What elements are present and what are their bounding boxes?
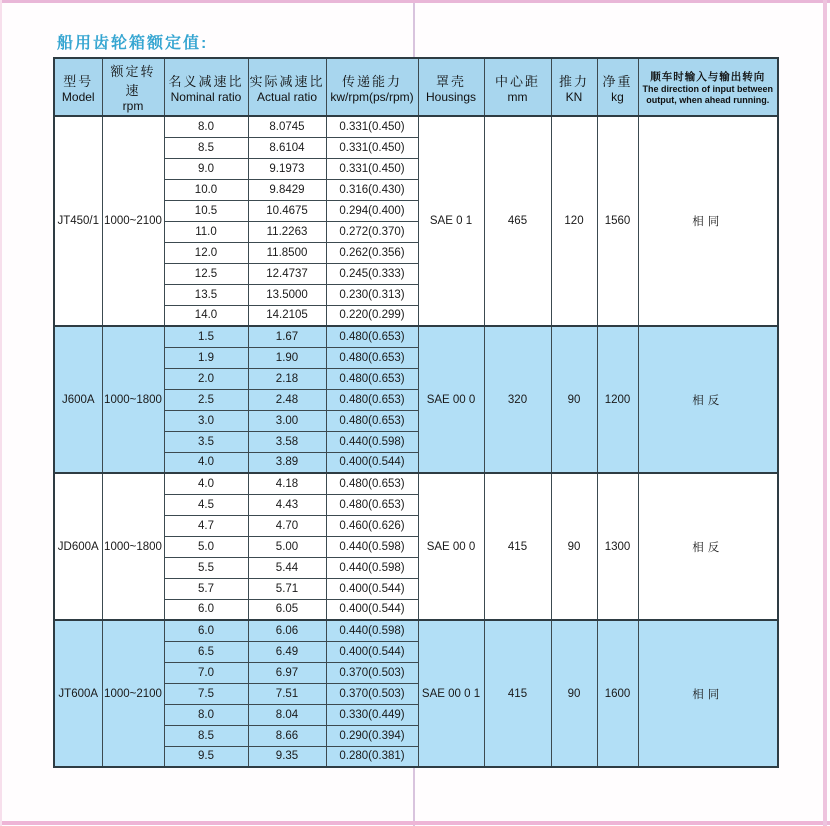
actual-ratio-cell: 4.43 [248,494,326,515]
page-title: 船用齿轮箱额定值: [57,35,209,52]
capacity-cell: 0.330(0.449) [326,704,418,725]
actual-ratio-cell: 9.35 [248,746,326,767]
nominal-ratio-cell: 12.0 [164,242,248,263]
nominal-ratio-cell: 10.5 [164,200,248,221]
capacity-cell: 0.331(0.450) [326,137,418,158]
direction-cell: 相同 [638,116,778,326]
header-cell-weight [597,58,638,116]
model-cell: JD600A [54,473,102,620]
actual-ratio-cell: 5.44 [248,557,326,578]
actual-ratio-cell: 9.1973 [248,158,326,179]
header-cell-direction [638,58,778,116]
capacity-cell: 0.440(0.598) [326,431,418,452]
direction-cell: 相反 [638,473,778,620]
capacity-cell: 0.480(0.653) [326,326,418,347]
header-label-zh: 推力 [558,73,589,89]
actual-ratio-cell: 5.00 [248,536,326,557]
header-cell-rpm [102,58,164,116]
thrust-cell: 120 [551,116,597,326]
nominal-ratio-cell: 11.0 [164,221,248,242]
capacity-cell: 0.370(0.503) [326,662,418,683]
header-label-en: Actual ratio [256,89,318,104]
capacity-cell: 0.480(0.653) [326,410,418,431]
nominal-ratio-cell: 3.0 [164,410,248,431]
nominal-ratio-cell: 5.5 [164,557,248,578]
capacity-cell: 0.480(0.653) [326,368,418,389]
nominal-ratio-cell: 13.5 [164,284,248,305]
thrust-cell: 90 [551,473,597,620]
capacity-cell: 0.480(0.653) [326,473,418,494]
nominal-ratio-cell: 8.0 [164,704,248,725]
header-label-zh: 罩壳 [435,73,466,89]
capacity-cell: 0.480(0.653) [326,347,418,368]
actual-ratio-cell: 6.05 [248,599,326,620]
center-distance-cell: 415 [484,473,551,620]
page-border-left [0,0,2,826]
header-label-zh: 实际减速比 [249,73,325,89]
header-label-en: rpm [122,99,144,113]
model-cell: J600A [54,326,102,473]
actual-ratio-cell: 2.48 [248,389,326,410]
nominal-ratio-cell: 1.5 [164,326,248,347]
header-row [54,58,778,116]
page-border-top [0,0,830,3]
header-label-zh: 顺车时输入与输出转向 [650,70,766,83]
actual-ratio-cell: 1.67 [248,326,326,347]
nominal-ratio-cell: 1.9 [164,347,248,368]
actual-ratio-cell: 5.71 [248,578,326,599]
actual-ratio-cell: 6.49 [248,641,326,662]
model-cell: JT600A [54,620,102,767]
nominal-ratio-cell: 6.0 [164,599,248,620]
actual-ratio-cell: 11.8500 [248,242,326,263]
housing-cell: SAE 00 0 1 [418,620,484,767]
ratings-table [53,57,779,768]
nominal-ratio-cell: 7.5 [164,683,248,704]
nominal-ratio-cell: 4.7 [164,515,248,536]
thrust-cell: 90 [551,620,597,767]
header-label-en: Housings [425,89,477,104]
actual-ratio-cell: 8.66 [248,725,326,746]
actual-ratio-cell: 6.97 [248,662,326,683]
actual-ratio-cell: 4.70 [248,515,326,536]
table-row [54,473,778,494]
header-label-zh: 额定转速 [110,64,156,98]
header-label-zh: 传递能力 [341,73,402,89]
actual-ratio-cell: 11.2263 [248,221,326,242]
capacity-cell: 0.400(0.544) [326,452,418,473]
actual-ratio-cell: 13.5000 [248,284,326,305]
rpm-cell: 1000~1800 [102,326,164,473]
housing-cell: SAE 00 0 [418,326,484,473]
nominal-ratio-cell: 9.0 [164,158,248,179]
center-distance-cell: 320 [484,326,551,473]
actual-ratio-cell: 8.04 [248,704,326,725]
nominal-ratio-cell: 9.5 [164,746,248,767]
nominal-ratio-cell: 10.0 [164,179,248,200]
header-label-en: The direction of input between output, when ahead running. [642,83,773,105]
header-cell-nominal-ratio [164,58,248,116]
actual-ratio-cell: 6.06 [248,620,326,641]
nominal-ratio-cell: 3.5 [164,431,248,452]
header-label-en: Model [61,89,95,104]
nominal-ratio-cell: 8.5 [164,137,248,158]
direction-cell: 相反 [638,326,778,473]
capacity-cell: 0.290(0.394) [326,725,418,746]
rpm-cell: 1000~2100 [102,116,164,326]
nominal-ratio-cell: 7.0 [164,662,248,683]
capacity-cell: 0.400(0.544) [326,641,418,662]
actual-ratio-cell: 10.4675 [248,200,326,221]
actual-ratio-cell: 14.2105 [248,305,326,326]
nominal-ratio-cell: 6.5 [164,641,248,662]
weight-cell: 1600 [597,620,638,767]
table-body [54,116,778,767]
nominal-ratio-cell: 4.0 [164,452,248,473]
capacity-cell: 0.272(0.370) [326,221,418,242]
weight-cell: 1200 [597,326,638,473]
capacity-cell: 0.245(0.333) [326,263,418,284]
actual-ratio-cell: 12.4737 [248,263,326,284]
header-label-en: kg [611,89,624,104]
header-label-zh: 净重 [602,73,633,89]
capacity-cell: 0.316(0.430) [326,179,418,200]
housing-cell: SAE 00 0 [418,473,484,620]
header-label-en: kw/rpm(ps/rpm) [330,89,414,104]
capacity-cell: 0.280(0.381) [326,746,418,767]
actual-ratio-cell: 8.0745 [248,116,326,137]
thrust-cell: 90 [551,326,597,473]
header-cell-thrust [551,58,597,116]
capacity-cell: 0.294(0.400) [326,200,418,221]
header-cell-housings [418,58,484,116]
actual-ratio-cell: 4.18 [248,473,326,494]
model-cell: JT450/1 [54,116,102,326]
page-border-right [823,0,827,826]
capacity-cell: 0.440(0.598) [326,557,418,578]
nominal-ratio-cell: 12.5 [164,263,248,284]
capacity-cell: 0.262(0.356) [326,242,418,263]
nominal-ratio-cell: 4.0 [164,473,248,494]
nominal-ratio-cell: 4.5 [164,494,248,515]
actual-ratio-cell: 8.6104 [248,137,326,158]
capacity-cell: 0.331(0.450) [326,158,418,179]
actual-ratio-cell: 7.51 [248,683,326,704]
actual-ratio-cell: 1.90 [248,347,326,368]
nominal-ratio-cell: 14.0 [164,305,248,326]
header-label-en: Nominal ratio [170,89,242,104]
header-cell-center-distance [484,58,551,116]
table-header-row [54,58,778,116]
capacity-cell: 0.440(0.598) [326,620,418,641]
actual-ratio-cell: 3.00 [248,410,326,431]
capacity-cell: 0.331(0.450) [326,116,418,137]
table-row [54,326,778,347]
rpm-cell: 1000~1800 [102,473,164,620]
center-distance-cell: 415 [484,620,551,767]
actual-ratio-cell: 3.89 [248,452,326,473]
capacity-cell: 0.230(0.313) [326,284,418,305]
capacity-cell: 0.480(0.653) [326,494,418,515]
actual-ratio-cell: 2.18 [248,368,326,389]
capacity-cell: 0.400(0.544) [326,599,418,620]
capacity-cell: 0.460(0.626) [326,515,418,536]
header-cell-model [54,58,102,116]
nominal-ratio-cell: 8.0 [164,116,248,137]
page-border-bottom [0,821,830,825]
center-distance-cell: 465 [484,116,551,326]
ratings-table-container [53,57,779,768]
header-label-en: mm [507,89,528,104]
weight-cell: 1300 [597,473,638,620]
actual-ratio-cell: 3.58 [248,431,326,452]
header-cell-capacity [326,58,418,116]
header-label-zh: 中心距 [494,73,540,89]
nominal-ratio-cell: 2.0 [164,368,248,389]
rpm-cell: 1000~2100 [102,620,164,767]
capacity-cell: 0.480(0.653) [326,389,418,410]
header-label-zh: 名义减速比 [168,73,244,89]
nominal-ratio-cell: 5.0 [164,536,248,557]
capacity-cell: 0.220(0.299) [326,305,418,326]
nominal-ratio-cell: 6.0 [164,620,248,641]
housing-cell: SAE 0 1 [418,116,484,326]
nominal-ratio-cell: 2.5 [164,389,248,410]
direction-cell: 相同 [638,620,778,767]
capacity-cell: 0.370(0.503) [326,683,418,704]
weight-cell: 1560 [597,116,638,326]
table-row [54,620,778,641]
nominal-ratio-cell: 5.7 [164,578,248,599]
actual-ratio-cell: 9.8429 [248,179,326,200]
nominal-ratio-cell: 8.5 [164,725,248,746]
capacity-cell: 0.440(0.598) [326,536,418,557]
table-row [54,116,778,137]
header-label-en: KN [565,89,583,104]
header-cell-actual-ratio [248,58,326,116]
capacity-cell: 0.400(0.544) [326,578,418,599]
header-label-zh: 型号 [63,73,94,89]
